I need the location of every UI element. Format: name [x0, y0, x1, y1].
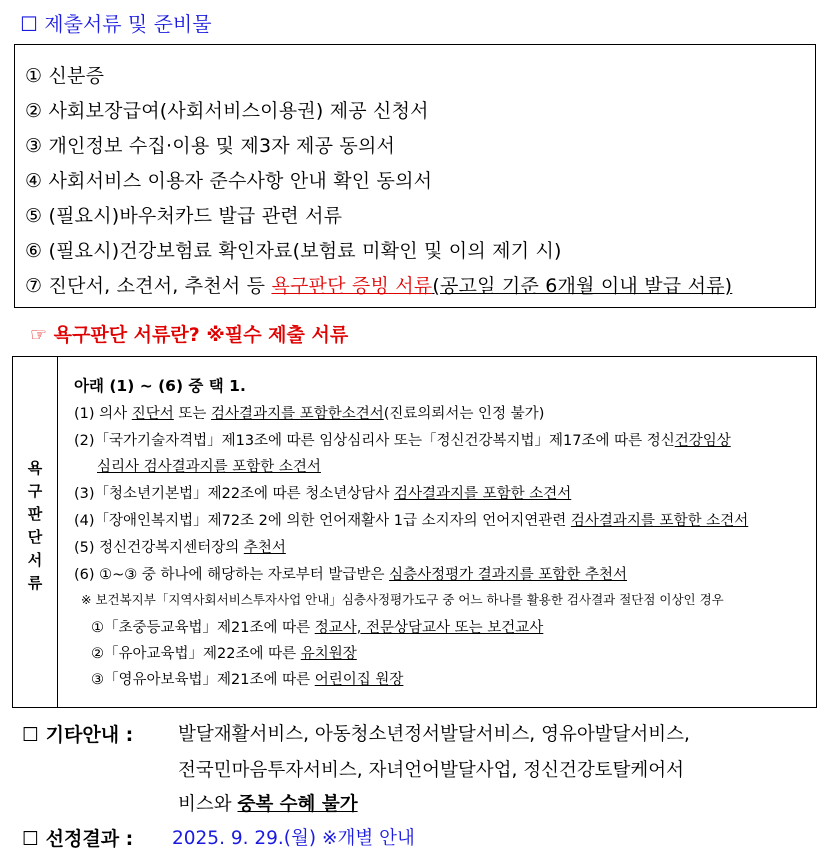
doc7-highlight: 욕구판단 증빙 서류 — [271, 275, 433, 297]
document-item: ⑤ (필요시)바우처카드 발급 관련 서류 — [25, 205, 343, 227]
criteria-item-5: (5) 정신건강복지센터장의 추천서 — [74, 540, 286, 556]
criteria-box — [12, 356, 817, 708]
criteria-sub-2: ②「유아교육법」제22조에 따른 유치원장 — [91, 646, 357, 662]
need-assessment-title: ☞ 욕구판단 서류란? ※필수 제출 서류 — [30, 324, 349, 346]
selection-result-label: ☐ 선정결과 : — [22, 828, 134, 850]
document-item: ② 사회보장급여(사회서비스이용권) 제공 신청서 — [25, 100, 429, 122]
criteria-item-2: (2)「국가기술자격법」제13조에 따른 임상심리사 또는「정신건강복지법」제17조에 따른 정신건강임상 — [74, 433, 731, 449]
criteria-item-3: (3)「청소년기본법」제22조에 따른 청소년상담사 검사결과지를 포함한 소견서 — [74, 486, 572, 502]
document-item: ④ 사회서비스 이용자 준수사항 안내 확인 동의서 — [25, 170, 433, 192]
document-item: ⑥ (필요시)건강보험료 확인자료(보험료 미확인 및 이의 제기 시) — [25, 240, 562, 262]
other-info-line-1: 발달재활서비스, 아동청소년정서발달서비스, 영유아발달서비스, — [178, 724, 690, 745]
criteria-title: 아래 (1) ~ (6) 중 택 1. — [74, 377, 246, 395]
criteria-item-4: (4)「장애인복지법」제72조 2에 의한 언어재활사 1급 소지자의 언어지연관련 검사결과지를 포함한 소견서 — [74, 513, 749, 529]
criteria-sub-1: ①「초중등교육법」제21조에 따른 정교사, 전문상담교사 또는 보건교사 — [91, 620, 544, 636]
document-item-7 — [25, 271, 732, 298]
vertical-label-column — [13, 357, 58, 707]
other-info-line-2: 전국민마음투자서비스, 자녀언어발달사업, 정신건강토탈케어서 — [178, 760, 685, 781]
criteria-item-2-cont: 심리사 검사결과지를 포함한 소견서 — [97, 459, 321, 475]
duplicate-benefit-warning: 중복 수혜 불가 — [237, 794, 358, 815]
other-info-line-3: 비스와 중복 수혜 불가 — [178, 794, 358, 815]
criteria-sub-3: ③「영유아보육법」제21조에 따른 어린이집 원장 — [91, 672, 404, 688]
doc7-prefix: ⑦ 진단서, 소견서, 추천서 등 — [25, 275, 272, 297]
criteria-item-1: (1) 의사 진단서 또는 검사결과지를 포함한소견서(진료의뢰서는 인정 불가) — [74, 406, 545, 422]
documents-box — [14, 44, 816, 308]
criteria-item-6: (6) ①~③ 중 하나에 해당하는 자로부터 발급받은 심층사정평가 결과지를 포함한 추천서 — [74, 567, 628, 583]
document-item: ③ 개인정보 수집·이용 및 제3자 제공 동의서 — [25, 135, 396, 157]
document-item: ① 신분증 — [25, 65, 105, 87]
other-info-label: ☐ 기타안내 : — [22, 724, 134, 746]
vertical-label: 욕 구 판 단 서 류 — [27, 459, 43, 592]
section-title-documents: ☐ 제출서류 및 준비물 — [20, 12, 212, 36]
selection-result-value: 2025. 9. 29.(월) ※개별 안내 — [172, 828, 415, 849]
doc7-suffix: (공고일 기준 6개월 이내 발급 서류) — [432, 275, 733, 297]
criteria-note: ※ 보건복지부「지역사회서비스투자사업 안내」심층사정평가도구 중 어느 하나를 활용한 검사결과 절단점 이상인 경우 — [81, 592, 724, 607]
